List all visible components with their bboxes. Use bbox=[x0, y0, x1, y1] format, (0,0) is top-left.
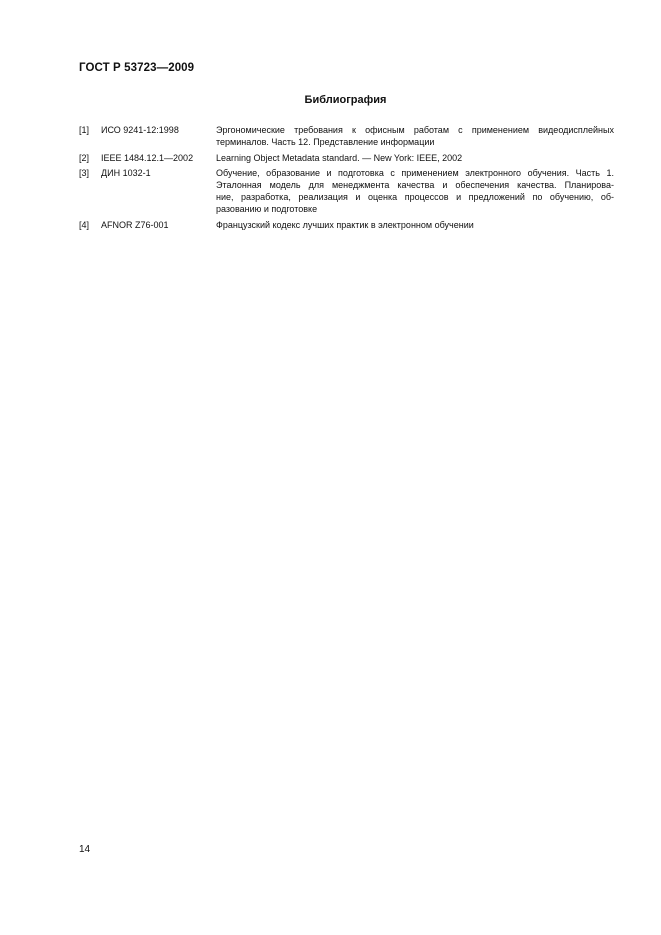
entry-code: ИСО 9241-12:1998 bbox=[101, 125, 179, 135]
entry-code: IEEE 1484.12.1—2002 bbox=[101, 152, 194, 163]
entry-description-line: ние, разработка, реализация и оценка процессов и предложений по обучению, об- bbox=[216, 191, 614, 202]
entry-number: [2] bbox=[79, 152, 90, 163]
bibliography-entry bbox=[79, 153, 614, 165]
bibliography-entry bbox=[79, 220, 614, 232]
page-number: 14 bbox=[79, 844, 91, 855]
entry-number: [3] bbox=[79, 168, 90, 179]
bibliography-list bbox=[79, 125, 614, 235]
section-title: Библиография bbox=[304, 94, 387, 106]
entry-description-line: терминалов. Часть 12. Представление информации bbox=[216, 136, 435, 147]
bibliography-entry bbox=[79, 168, 614, 215]
entry-number: [1] bbox=[79, 125, 90, 135]
entry-description-line: Learning Object Metadata standard. — New York: IEEE, 2002 bbox=[216, 152, 463, 163]
entry-description-line: Эталонная модель для менеджмента качества и обеспечения качества. Планирова- bbox=[216, 180, 614, 191]
entry-description-line: Обучение, образование и подготовка с применением электронного обучения. Часть 1. bbox=[216, 168, 614, 179]
entry-description bbox=[216, 125, 614, 149]
bibliography-entry bbox=[79, 125, 614, 149]
entry-description-line: разованию и подготовке bbox=[216, 203, 318, 214]
document-code: ГОСТ Р 53723—2009 bbox=[79, 62, 195, 74]
entry-description bbox=[216, 168, 614, 215]
entry-number: [4] bbox=[79, 219, 90, 230]
entry-code: ДИН 1032-1 bbox=[101, 168, 151, 179]
entry-description-line: Эргономические требования к офисным работам с применением видеодисплейных bbox=[216, 125, 614, 135]
entry-code: AFNOR Z76-001 bbox=[101, 219, 169, 230]
entry-description-line: Французский кодекс лучших практик в электронном обучении bbox=[216, 219, 474, 230]
entry-description bbox=[216, 220, 614, 232]
entry-description bbox=[216, 153, 614, 165]
